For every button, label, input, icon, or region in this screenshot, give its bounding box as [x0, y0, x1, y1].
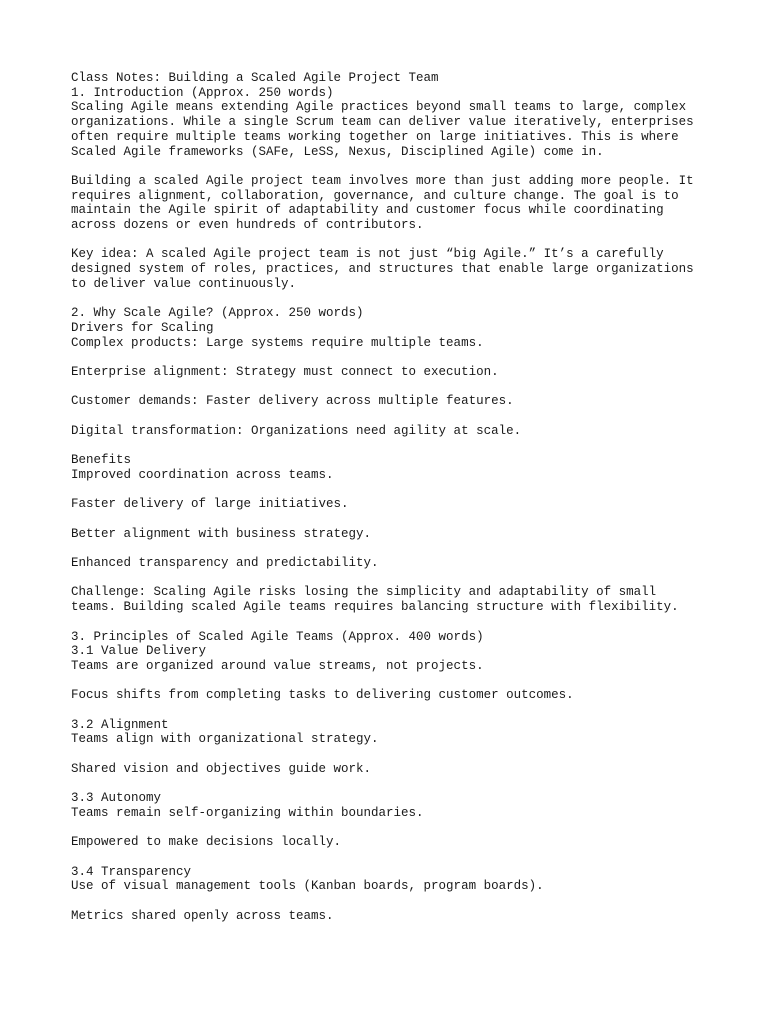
text-line: across dozens or even hundreds of contributors.	[71, 218, 424, 233]
text-line: 3.4 Transparency	[71, 864, 192, 879]
text-line: Benefits	[71, 453, 132, 468]
paragraph	[71, 527, 711, 542]
text-line: Enhanced transparency and predictability.	[71, 556, 379, 571]
text-line: Building a scaled Agile project team involves more than just adding more people. It	[71, 173, 694, 188]
text-line: teams. Building scaled Agile teams requires balancing structure with flexibility.	[71, 600, 679, 615]
text-line: 3. Principles of Scaled Agile Teams (Approx. 400 words)	[71, 629, 484, 644]
text-line: Enterprise alignment: Strategy must connect to execution.	[71, 365, 499, 379]
paragraph	[71, 865, 711, 894]
text-line: Empowered to make decisions locally.	[71, 835, 342, 850]
paragraph	[71, 306, 711, 350]
text-line: Challenge: Scaling Agile risks losing the simplicity and adaptability of small	[71, 585, 657, 600]
paragraph	[71, 835, 711, 850]
paragraph	[71, 174, 711, 233]
text-line: Teams are organized around value streams, not projects.	[71, 658, 484, 673]
text-line: 2. Why Scale Agile? (Approx. 250 words)	[71, 306, 364, 321]
text-line: Better alignment with business strategy.	[71, 526, 372, 541]
text-line: Scaling Agile means extending Agile practices beyond small teams to large, complex	[71, 100, 687, 115]
paragraph	[71, 247, 711, 291]
text-line: Use of visual management tools (Kanban boards, program boards).	[71, 879, 544, 894]
text-line: Customer demands: Faster delivery across multiple features.	[71, 394, 514, 409]
text-line: 3.1 Value Delivery	[71, 644, 207, 659]
text-line: 3.2 Alignment	[71, 717, 169, 732]
paragraph	[71, 556, 711, 571]
paragraph	[71, 762, 711, 777]
paragraph	[71, 585, 711, 614]
text-line: Teams remain self-organizing within boundaries.	[71, 805, 424, 820]
text-line: Teams align with organizational strategy.	[71, 732, 379, 747]
text-line: Complex products: Large systems require multiple teams.	[71, 335, 484, 350]
text-line: 1. Introduction (Approx. 250 words)	[71, 85, 334, 100]
text-line: maintain the Agile spirit of adaptability and customer focus while coordinating	[71, 203, 664, 218]
paragraph	[71, 630, 711, 674]
text-line: often require multiple teams working together on large initiatives. This is where	[71, 129, 679, 144]
paragraph	[71, 365, 711, 380]
paragraph	[71, 394, 711, 409]
text-line: designed system of roles, practices, and structures that enable large organizations	[71, 262, 694, 277]
paragraph	[71, 791, 711, 820]
text-line: Digital transformation: Organizations need agility at scale.	[71, 423, 522, 438]
text-line: Shared vision and objectives guide work.	[71, 761, 372, 776]
text-line: Key idea: A scaled Agile project team is not just “big Agile.” It’s a carefully	[71, 247, 664, 262]
paragraph	[71, 688, 711, 703]
paragraph	[71, 909, 711, 924]
text-line: organizations. While a single Scrum team can deliver value iteratively, enterprises	[71, 115, 694, 130]
document-page	[71, 71, 711, 938]
text-line: Class Notes: Building a Scaled Agile Project Team	[71, 71, 439, 85]
paragraph	[71, 424, 711, 439]
text-line: to deliver value continuously.	[71, 276, 297, 291]
text-line: Drivers for Scaling	[71, 320, 214, 335]
paragraph	[71, 71, 711, 159]
text-line: 3.3 Autonomy	[71, 791, 162, 806]
text-line: Scaled Agile frameworks (SAFe, LeSS, Nexus, Disciplined Agile) come in.	[71, 144, 604, 159]
text-line: Improved coordination across teams.	[71, 467, 334, 482]
text-line: Faster delivery of large initiatives.	[71, 497, 349, 512]
paragraph	[71, 497, 711, 512]
text-line: Focus shifts from completing tasks to delivering customer outcomes.	[71, 688, 574, 703]
text-line: Metrics shared openly across teams.	[71, 908, 334, 923]
paragraph	[71, 718, 711, 747]
paragraph	[71, 453, 711, 482]
text-line: requires alignment, collaboration, governance, and culture change. The goal is to	[71, 188, 679, 203]
